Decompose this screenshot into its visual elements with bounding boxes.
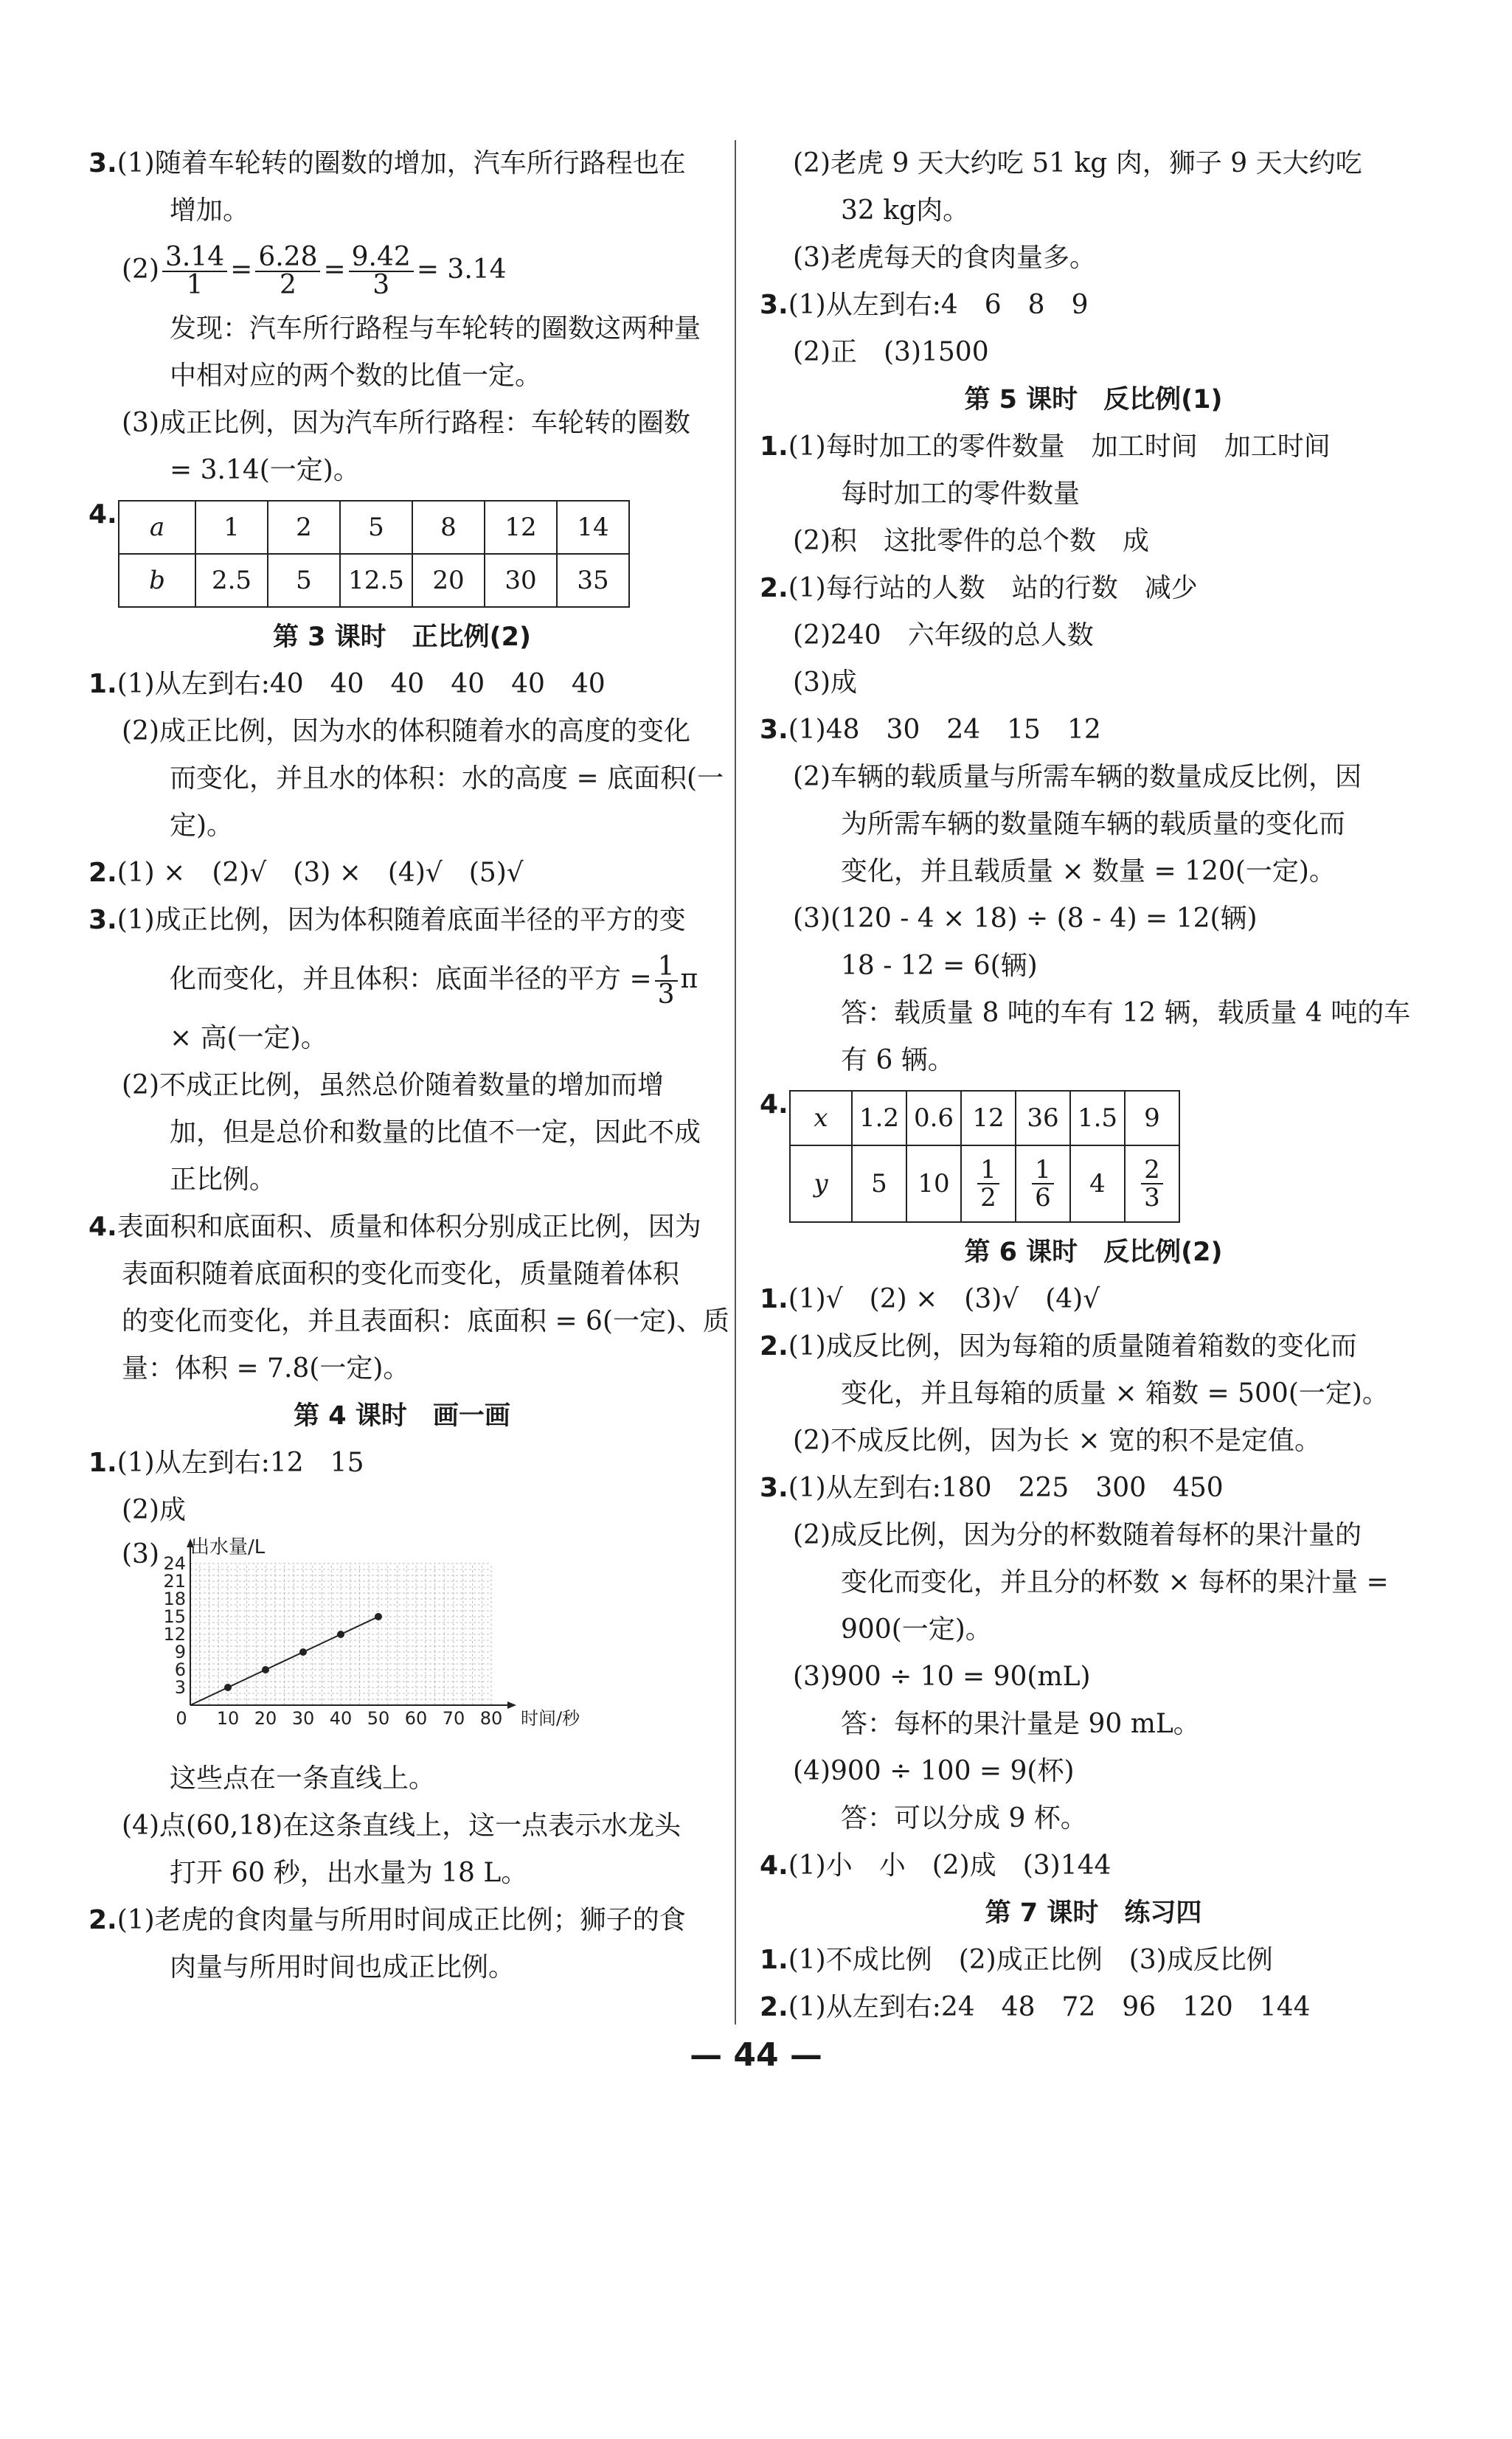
- table-cell: 36: [1016, 1091, 1070, 1145]
- chart-tick-labels: [163, 1553, 502, 1729]
- answer-line: 答：载质量 8 吨的车有 12 辆，载质量 4 吨的车: [841, 998, 1411, 1028]
- answer-line: (1)从左到右:180 225 300 450: [788, 1473, 1224, 1503]
- answer-line: 正比例。: [170, 1165, 277, 1195]
- answer-line: (1)成反比例，因为每箱的质量随着箱数的变化而: [788, 1331, 1357, 1361]
- chart-block: [89, 1534, 715, 1755]
- lesson-6-title: 第 6 课时 反比例(2): [964, 1238, 1223, 1267]
- question-number: 3.: [89, 905, 117, 935]
- table-cell-fraction: $\frac{1}{6}$: [1016, 1145, 1070, 1222]
- fraction: $\frac{9.42}{3}$: [349, 244, 414, 299]
- table-cell: 35: [557, 554, 629, 607]
- question-number: 3.: [89, 148, 117, 178]
- answer-line: (1)成正比例，因为体积随着底面半径的平方的变: [117, 905, 686, 935]
- question-number: 4.: [89, 499, 117, 530]
- answer-line: 发现：汽车所行路程与车轮转的圈数这两种量: [170, 313, 701, 344]
- answer-line: 加，但是总价和数量的比值不一定，因此不成: [170, 1117, 701, 1148]
- ratio-table-ab: [118, 500, 630, 608]
- table-cell: 1: [195, 501, 268, 554]
- question-number: 1.: [760, 1284, 788, 1314]
- answer-line: (3)成正比例，因为汽车所行路程：车轮转的圈数: [122, 408, 690, 438]
- answer-line: (3)老虎每天的食肉量多。: [793, 243, 1096, 273]
- answer-label: (3): [122, 1539, 159, 1569]
- y-tick-label: 12: [163, 1624, 186, 1645]
- table-cell: 4: [1070, 1145, 1125, 1222]
- table-cell: 1.2: [852, 1091, 906, 1145]
- lesson-5-title: 第 5 课时 反比例(1): [964, 385, 1223, 414]
- answer-line: 的变化而变化，并且表面积：底面积 = 6(一定)、质: [122, 1306, 730, 1336]
- page-number: — 44 —: [690, 2036, 822, 2074]
- table-cell: 20: [412, 554, 485, 607]
- answer-line: (2)不成反比例，因为长 × 宽的积不是定值。: [793, 1426, 1322, 1456]
- y-tick-label: 3: [174, 1677, 186, 1698]
- data-point: [299, 1648, 307, 1656]
- answer-line: 有 6 辆。: [841, 1045, 954, 1075]
- table-row-label: a: [119, 501, 195, 554]
- question-3: [89, 140, 715, 494]
- lesson-3-title: 第 3 课时 正比例(2): [272, 622, 532, 652]
- left-column: [89, 140, 730, 1991]
- fraction: $\frac{6.28}{2}$: [255, 244, 320, 299]
- table-cell: 10: [906, 1145, 961, 1222]
- x-tick-label: 30: [291, 1708, 315, 1729]
- data-point: [337, 1631, 344, 1638]
- table-cell: 5: [852, 1145, 906, 1222]
- data-point: [262, 1666, 269, 1673]
- answer-line: (2)成: [122, 1495, 186, 1525]
- answer-line: 表面积和底面积、质量和体积分别成正比例，因为: [117, 1212, 701, 1242]
- answer-line: 答：每杯的果汁量是 90 mL。: [841, 1709, 1200, 1739]
- answer-line: 900(一定)。: [841, 1614, 992, 1645]
- answer-line: 肉量与所用时间也成正比例。: [170, 1952, 516, 1982]
- fraction-equation: (2) $\frac{3.14}{1}$ = $\frac{6.28}{2}$ = $\frac{9.42}{3}$ = 3.14: [122, 242, 507, 300]
- data-point: [224, 1684, 232, 1691]
- question-number: 2.: [760, 1992, 788, 2022]
- x-tick-label: 80: [479, 1708, 503, 1729]
- answer-line: (3)900 ÷ 10 = 90(mL): [793, 1662, 1091, 1692]
- answer-line: 而变化，并且水的体积：水的高度 = 底面积(一: [170, 763, 724, 794]
- answer-line: (1)从左到右:24 48 72 96 120 144: [788, 1992, 1311, 2022]
- answer-line: (1)每行站的人数 站的行数 减少: [788, 573, 1198, 603]
- table-row-label: y: [790, 1145, 852, 1222]
- y-tick-label: 6: [174, 1659, 186, 1680]
- answer-line: 答：可以分成 9 杯。: [841, 1803, 1087, 1833]
- x-axis-label: 时间/秒: [521, 1708, 580, 1729]
- answer-line: (4)900 ÷ 100 = 9(杯): [793, 1756, 1075, 1786]
- right-column: [760, 140, 1427, 2031]
- answer-line: (1)不成比例 (2)成正比例 (3)成反比例: [788, 1945, 1273, 1975]
- y-axis-label: 出水量/L: [190, 1536, 266, 1558]
- table-cell: 9: [1125, 1091, 1179, 1145]
- inverse-ratio-table-xy: [789, 1090, 1180, 1223]
- x-tick-label: 10: [216, 1708, 240, 1729]
- answer-line: 表面积随着底面积的变化而变化，质量随着体积: [122, 1259, 680, 1289]
- data-point: [375, 1613, 382, 1620]
- answer-line: (1)从左到右:12 15: [117, 1448, 364, 1478]
- question-number: 1.: [89, 669, 117, 699]
- x-tick-label: 50: [367, 1708, 390, 1729]
- answer-line: 增加。: [170, 195, 250, 226]
- x-tick-label: 60: [404, 1708, 428, 1729]
- answer-line: 打开 60 秒，出水量为 18 L。: [170, 1858, 528, 1888]
- y-tick-label: 24: [163, 1553, 186, 1574]
- answer-line: (2)老虎 9 天大约吃 51 kg 肉，狮子 9 天大约吃: [793, 148, 1362, 178]
- answer-line: 变化而变化，并且分的杯数 × 每杯的果汁量 =: [841, 1567, 1389, 1597]
- table-row-label: x: [790, 1091, 852, 1145]
- lesson-4-title: 第 4 课时 画一画: [294, 1401, 510, 1431]
- table-cell: 12: [485, 501, 557, 554]
- answer-line: × 高(一定)。: [170, 1023, 327, 1053]
- table-cell: 2.5: [195, 554, 268, 607]
- column-divider: [735, 140, 736, 2025]
- answer-line: = 3.14(一定)。: [170, 455, 360, 485]
- question-number: 2.: [89, 858, 117, 888]
- y-tick-label: 18: [163, 1589, 186, 1609]
- answer-line: (1)每时加工的零件数量 加工时间 加工时间: [788, 431, 1331, 462]
- answer-line-with-fraction: 化而变化，并且体积：底面半径的平方 = $\frac{1}{3}$ π: [170, 951, 698, 1010]
- table-cell: 12: [961, 1091, 1016, 1145]
- question-number: 4.: [89, 1212, 117, 1242]
- lesson-7-title: 第 7 课时 练习四: [985, 1898, 1202, 1928]
- question-number: 1.: [89, 1448, 117, 1478]
- x-tick-label: 20: [254, 1708, 277, 1729]
- answer-line: (2)不成正比例，虽然总价随着数量的增加而增: [122, 1070, 664, 1100]
- question-number: 1.: [760, 431, 788, 462]
- table-cell: 1.5: [1070, 1091, 1125, 1145]
- answer-line: (1)√ (2) × (3)√ (4)√: [788, 1284, 1100, 1314]
- origin-label: 0: [176, 1708, 187, 1729]
- answer-line: 变化，并且载质量 × 数量 = 120(一定)。: [841, 856, 1336, 887]
- answer-line: 中相对应的两个数的比值一定。: [170, 361, 542, 391]
- answer-line: (3)成: [793, 667, 857, 698]
- fraction: $\frac{1}{3}$: [655, 954, 678, 1008]
- question-number: 4.: [760, 1089, 788, 1120]
- table-cell: 0.6: [906, 1091, 961, 1145]
- answer-line: (1)48 30 24 15 12: [788, 715, 1101, 745]
- answer-line: (1)从左到右:4 6 8 9: [788, 290, 1089, 320]
- question-number: 3.: [760, 290, 788, 320]
- y-tick-label: 9: [174, 1642, 186, 1662]
- answer-line: 每时加工的零件数量: [841, 479, 1081, 509]
- table-cell: 8: [412, 501, 485, 554]
- fraction: $\frac{3.14}{1}$: [162, 244, 227, 299]
- answer-line: (1)小 小 (2)成 (3)144: [788, 1850, 1112, 1881]
- answer-line: (2)正 (3)1500: [793, 337, 989, 367]
- table-cell: 5: [268, 554, 340, 607]
- answer-line: 量：体积 = 7.8(一定)。: [122, 1353, 410, 1384]
- question-number: 3.: [760, 715, 788, 745]
- answer-line: (2)成反比例，因为分的杯数随着每杯的果汁量的: [793, 1520, 1362, 1550]
- answer-line: 这些点在一条直线上。: [170, 1763, 436, 1794]
- question-4-table: [760, 1090, 1427, 1223]
- answer-line: (2)240 六年级的总人数: [793, 620, 1094, 650]
- x-tick-label: 70: [442, 1708, 465, 1729]
- answer-line: (3)(120 - 4 × 18) ÷ (8 - 4) = 12(辆): [793, 903, 1258, 934]
- answer-line: (2)成正比例，因为水的体积随着水的高度的变化: [122, 716, 690, 746]
- answer-line: (4)点(60,18)在这条直线上，这一点表示水龙头: [122, 1811, 682, 1841]
- answer-line: (2)积 这批零件的总个数 成: [793, 526, 1149, 556]
- answer-line: (2)车辆的载质量与所需车辆的数量成反比例，因: [793, 762, 1362, 792]
- question-number: 2.: [760, 1331, 788, 1361]
- table-cell-fraction: $\frac{1}{2}$: [961, 1145, 1016, 1222]
- answer-line: 变化，并且每箱的质量 × 箱数 = 500(一定)。: [841, 1378, 1389, 1409]
- question-number: 2.: [760, 573, 788, 603]
- table-cell: 5: [340, 501, 412, 554]
- question-number: 3.: [760, 1473, 788, 1503]
- answer-line: 32 kg肉。: [841, 195, 970, 226]
- answer-line: 为所需车辆的数量随车辆的载质量的变化而: [841, 809, 1346, 839]
- answer-line: (1)随着车轮转的圈数的增加，汽车所行路程也在: [117, 148, 686, 178]
- answer-line: 18 - 12 = 6(辆): [841, 951, 1038, 981]
- water-output-line-chart: [159, 1534, 617, 1755]
- question-number: 2.: [89, 1905, 117, 1935]
- table-cell: 30: [485, 554, 557, 607]
- question-number: 4.: [760, 1850, 788, 1881]
- y-tick-label: 15: [163, 1606, 186, 1627]
- table-cell: 2: [268, 501, 340, 554]
- question-number: 1.: [760, 1945, 788, 1975]
- chart-series: [190, 1613, 382, 1705]
- question-4-table: [89, 500, 715, 608]
- table-row-label: b: [119, 554, 195, 607]
- y-tick-label: 21: [163, 1571, 186, 1592]
- answer-line: (1) × (2)√ (3) × (4)√ (5)√: [117, 858, 524, 888]
- table-cell: 14: [557, 501, 629, 554]
- answer-line: (1)老虎的食肉量与所用时间成正比例；狮子的食: [117, 1905, 686, 1935]
- answer-line: (1)从左到右:40 40 40 40 40 40: [117, 669, 606, 699]
- answer-line: 定)。: [170, 811, 234, 841]
- table-cell-fraction: $\frac{2}{3}$: [1125, 1145, 1179, 1222]
- x-tick-label: 40: [329, 1708, 353, 1729]
- table-cell: 12.5: [340, 554, 412, 607]
- x-axis-arrow-icon: [507, 1701, 516, 1709]
